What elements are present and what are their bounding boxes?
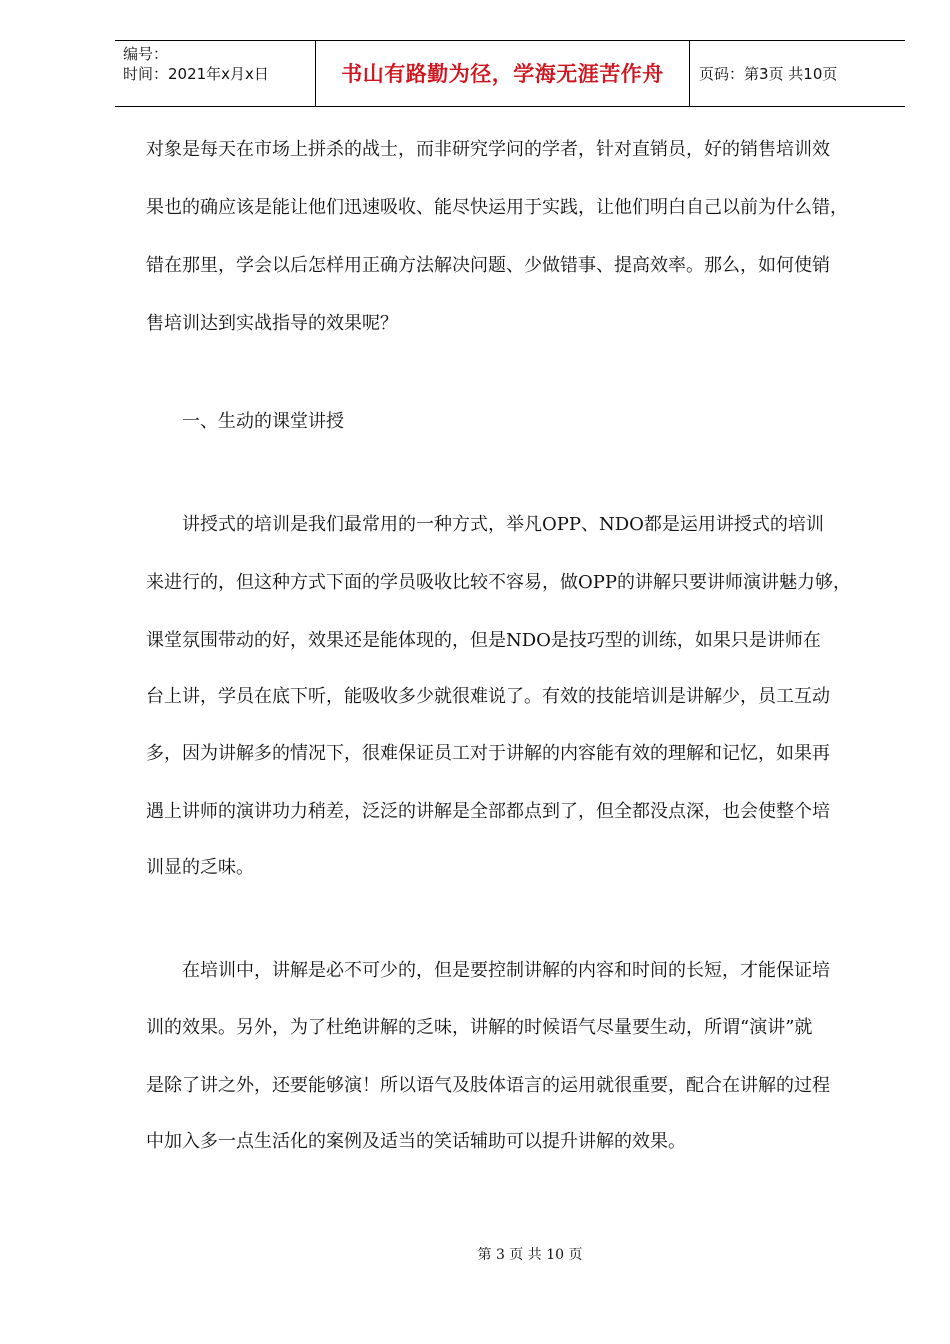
header-page-info: 页码：第3页 共10页 [699,65,838,83]
body-line: 中加入多一点生活化的案例及适当的笑话辅助可以提升讲解的效果。 [146,1131,686,1152]
body-line: 训显的乏味。 [146,857,254,878]
body-line: 台上讲，学员在底下听，能吸收多少就很难说了。有效的技能培训是讲解少，员工互动 [146,686,830,707]
body-line: 错在那里，学会以后怎样用正确方法解决问题、少做错事、提高效率。那么，如何使销 [146,255,830,276]
body-line: 课堂氛围带动的好，效果还是能体现的，但是NDO是技巧型的训练，如果只是讲师在 [146,630,821,651]
body-line: 来进行的，但这种方式下面的学员吸收比较不容易，做OPP的讲解只要讲师演讲魅力够， [146,572,851,593]
document-number-label: 编号： [123,45,169,63]
body-line: 对象是每天在市场上拼杀的战士，而非研究学问的学者，针对直销员，好的销售培训效 [146,139,830,160]
body-line: 是除了讲之外，还要能够演！所以语气及肢体语言的运用就很重要，配合在讲解的过程 [146,1075,830,1096]
document-time-label: 时间：2021年x月x日 [123,65,269,83]
header-meta [115,41,316,106]
body-line: 多，因为讲解多的情况下，很难保证员工对于讲解的内容能有效的理解和记忆，如果再 [146,743,830,764]
body-line: 训的效果。另外，为了杜绝讲解的乏味，讲解的时候语气尽量要生动，所谓“演讲”就 [146,1017,813,1038]
body-line: 果也的确应该是能让他们迅速吸收、能尽快运用于实践，让他们明白自己以前为什么错， [146,197,848,218]
section-heading: 一、生动的课堂讲授 [182,411,344,432]
body-line: 遇上讲师的演讲功力稍差，泛泛的讲解是全部都点到了，但全都没点深，也会使整个培 [146,801,830,822]
page-header [115,40,905,107]
page-footer: 第 3 页 共 10 页 [477,1247,583,1263]
header-motto: 书山有路勤为径，学海无涯苦作舟 [316,41,690,106]
body-line: 售培训达到实战指导的效果呢？ [146,313,398,334]
body-line: 在培训中，讲解是必不可少的，但是要控制讲解的内容和时间的长短，才能保证培 [182,960,830,981]
body-line: 讲授式的培训是我们最常用的一种方式，举凡OPP、NDO都是运用讲授式的培训 [182,514,824,535]
